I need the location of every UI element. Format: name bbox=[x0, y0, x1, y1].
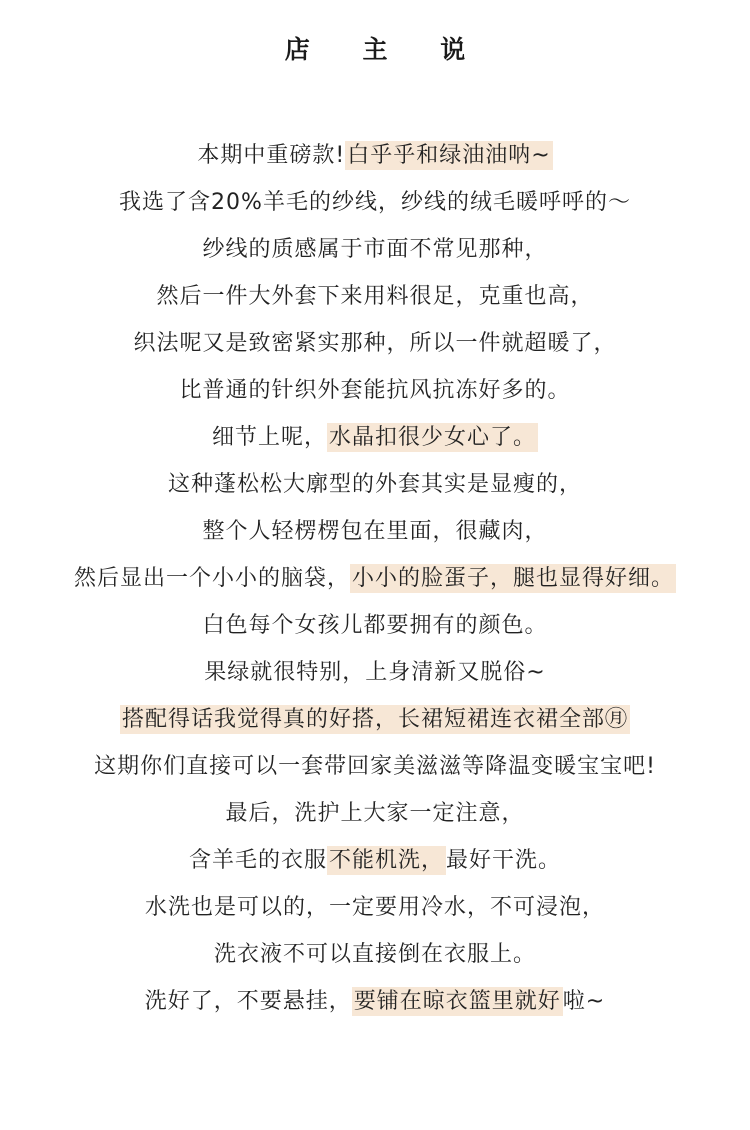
highlighted-text: 水晶扣很少女心了。 bbox=[329, 425, 537, 450]
text-segment: 然后一件大外套下来用料很足，克重也高， bbox=[156, 284, 594, 309]
text-segment: 然后显出一个小小的脑袋， bbox=[73, 566, 350, 591]
text-segment: 这种蓬松松大廓型的外套其实是显瘦的， bbox=[167, 472, 582, 497]
text-segment: 最后，洗护上大家一定注意， bbox=[225, 801, 525, 826]
text-segment: 白色每个女孩儿都要拥有的颜色。 bbox=[202, 613, 548, 638]
text-line bbox=[0, 320, 750, 367]
text-line bbox=[0, 837, 750, 884]
text-segment: 这期你们直接可以一套带回家美滋滋等降温变暖宝宝吧! bbox=[94, 754, 656, 779]
highlighted-text: 要铺在晾衣篮里就好 bbox=[353, 989, 561, 1014]
text-line bbox=[0, 461, 750, 508]
text-line bbox=[0, 273, 750, 320]
text-line bbox=[0, 367, 750, 414]
text-line bbox=[0, 179, 750, 226]
text-line bbox=[0, 931, 750, 978]
text-line bbox=[0, 884, 750, 931]
text-segment: 水洗也是可以的，一定要用冷水，不可浸泡， bbox=[144, 895, 605, 920]
text-segment: 本期中重磅款! bbox=[197, 143, 346, 168]
text-line bbox=[0, 743, 750, 790]
text-line bbox=[0, 696, 750, 743]
text-segment: 含羊毛的衣服 bbox=[188, 848, 327, 873]
text-line bbox=[0, 508, 750, 555]
text-segment: 整个人轻楞楞包在里面，很藏肉， bbox=[202, 519, 548, 544]
text-segment: 最好干洗。 bbox=[446, 848, 562, 873]
body-text bbox=[0, 132, 750, 1025]
text-line bbox=[0, 978, 750, 1025]
text-line bbox=[0, 602, 750, 649]
highlighted-text: 白乎乎和绿油油呐~ bbox=[347, 143, 551, 168]
highlighted-text: 搭配得话我觉得真的好搭，长裙短裙连衣裙全部㊊ bbox=[121, 707, 628, 732]
text-segment: 洗衣液不可以直接倒在衣服上。 bbox=[213, 942, 536, 967]
text-line bbox=[0, 555, 750, 602]
text-segment: 织法呢又是致密紧实那种，所以一件就超暖了， bbox=[133, 331, 617, 356]
text-segment: 纱线的质感属于市面不常见那种， bbox=[202, 237, 548, 262]
text-segment: 啦~ bbox=[562, 989, 606, 1014]
text-line bbox=[0, 132, 750, 179]
text-line bbox=[0, 226, 750, 273]
text-line bbox=[0, 790, 750, 837]
highlighted-text: 小小的脸蛋子，腿也显得好细。 bbox=[352, 566, 675, 591]
page-title: 店 主 说 bbox=[284, 35, 488, 64]
text-segment: 洗好了，不要悬挂， bbox=[144, 989, 352, 1014]
text-segment: 细节上呢， bbox=[211, 425, 327, 450]
text-line bbox=[0, 649, 750, 696]
highlighted-text: 不能机洗， bbox=[328, 848, 444, 873]
text-segment: 比普通的针织外套能抗风抗冻好多的。 bbox=[179, 378, 571, 403]
text-segment: 果绿就很特别，上身清新又脱俗~ bbox=[204, 660, 546, 685]
text-line bbox=[0, 414, 750, 461]
text-segment: 我选了含20%羊毛的纱线，纱线的绒毛暖呼呼的～ bbox=[119, 190, 631, 215]
